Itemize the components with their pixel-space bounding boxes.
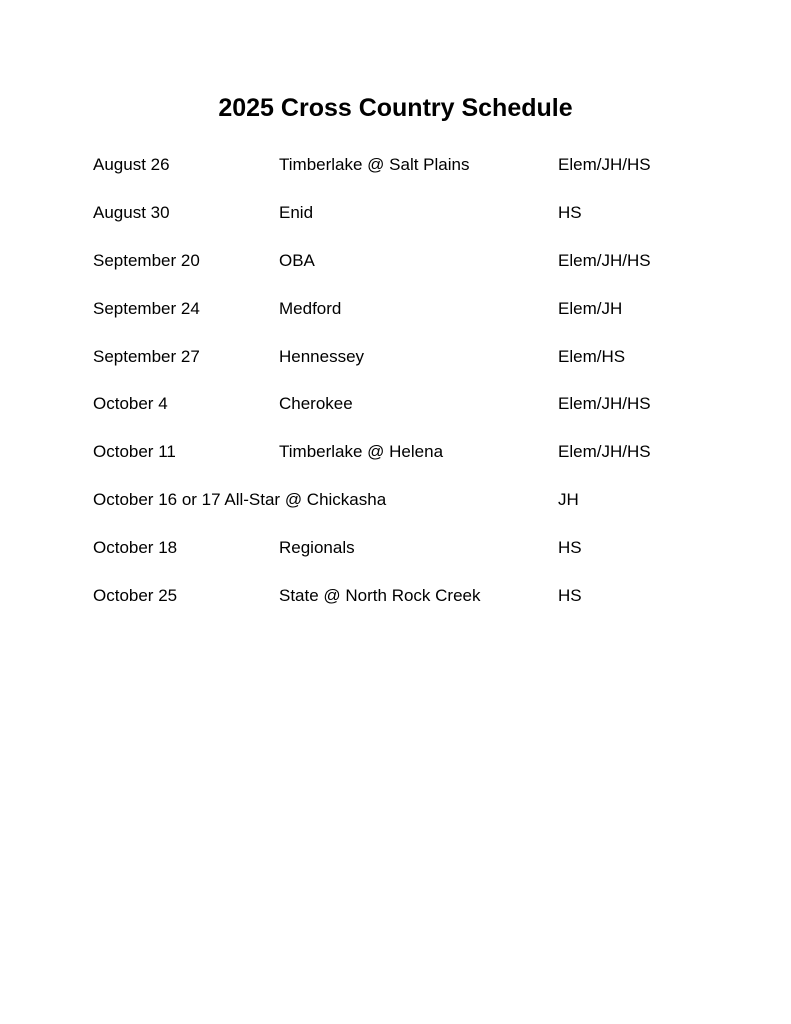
event-date: October 11 xyxy=(93,442,176,462)
event-date: October 25 xyxy=(93,586,178,606)
event-level: Elem/JH/HS xyxy=(558,155,651,174)
schedule-row xyxy=(93,343,733,391)
event-level: Elem/JH/HS xyxy=(558,250,651,270)
schedule-row xyxy=(93,582,733,630)
event-date: August 30 xyxy=(93,202,170,222)
event-level: Elem/JH xyxy=(558,298,623,318)
schedule-row xyxy=(93,199,733,247)
event-date: August 26 xyxy=(93,155,170,174)
schedule-row xyxy=(93,486,733,534)
event-location: Medford xyxy=(279,298,342,318)
event-location: Enid xyxy=(279,202,314,222)
event-location: Cherokee xyxy=(279,394,353,414)
event-level: Elem/HS xyxy=(558,346,626,366)
event-level: HS xyxy=(558,586,582,606)
event-location: State @ North Rock Creek xyxy=(279,586,481,606)
event-date: September 24 xyxy=(93,298,200,318)
event-level: Elem/JH/HS xyxy=(558,442,651,462)
schedule-row xyxy=(93,390,733,438)
event-location: Hennessey xyxy=(279,346,365,366)
schedule-row xyxy=(93,247,733,295)
event-level: JH xyxy=(558,490,579,510)
schedule-row xyxy=(93,438,733,486)
event-date: October 18 xyxy=(93,538,178,558)
schedule-row xyxy=(93,534,733,582)
event-date: October 4 xyxy=(93,394,168,414)
event-location: OBA xyxy=(279,250,315,270)
event-location: Timberlake @ Helena xyxy=(279,442,444,462)
event-date: September 27 xyxy=(93,346,200,366)
page-title: 2025 Cross Country Schedule xyxy=(218,94,573,122)
event-level: Elem/JH/HS xyxy=(558,394,651,414)
schedule-list xyxy=(93,151,733,630)
schedule-row xyxy=(93,151,733,199)
event-date: September 20 xyxy=(93,250,200,270)
event-location: Timberlake @ Salt Plains xyxy=(279,155,470,174)
event-level: HS xyxy=(558,538,582,558)
schedule-row xyxy=(93,295,733,343)
event-location: Regionals xyxy=(279,538,355,558)
event-date: October 16 or 17 All-Star @ Chickasha xyxy=(93,490,387,510)
event-level: HS xyxy=(558,202,582,222)
